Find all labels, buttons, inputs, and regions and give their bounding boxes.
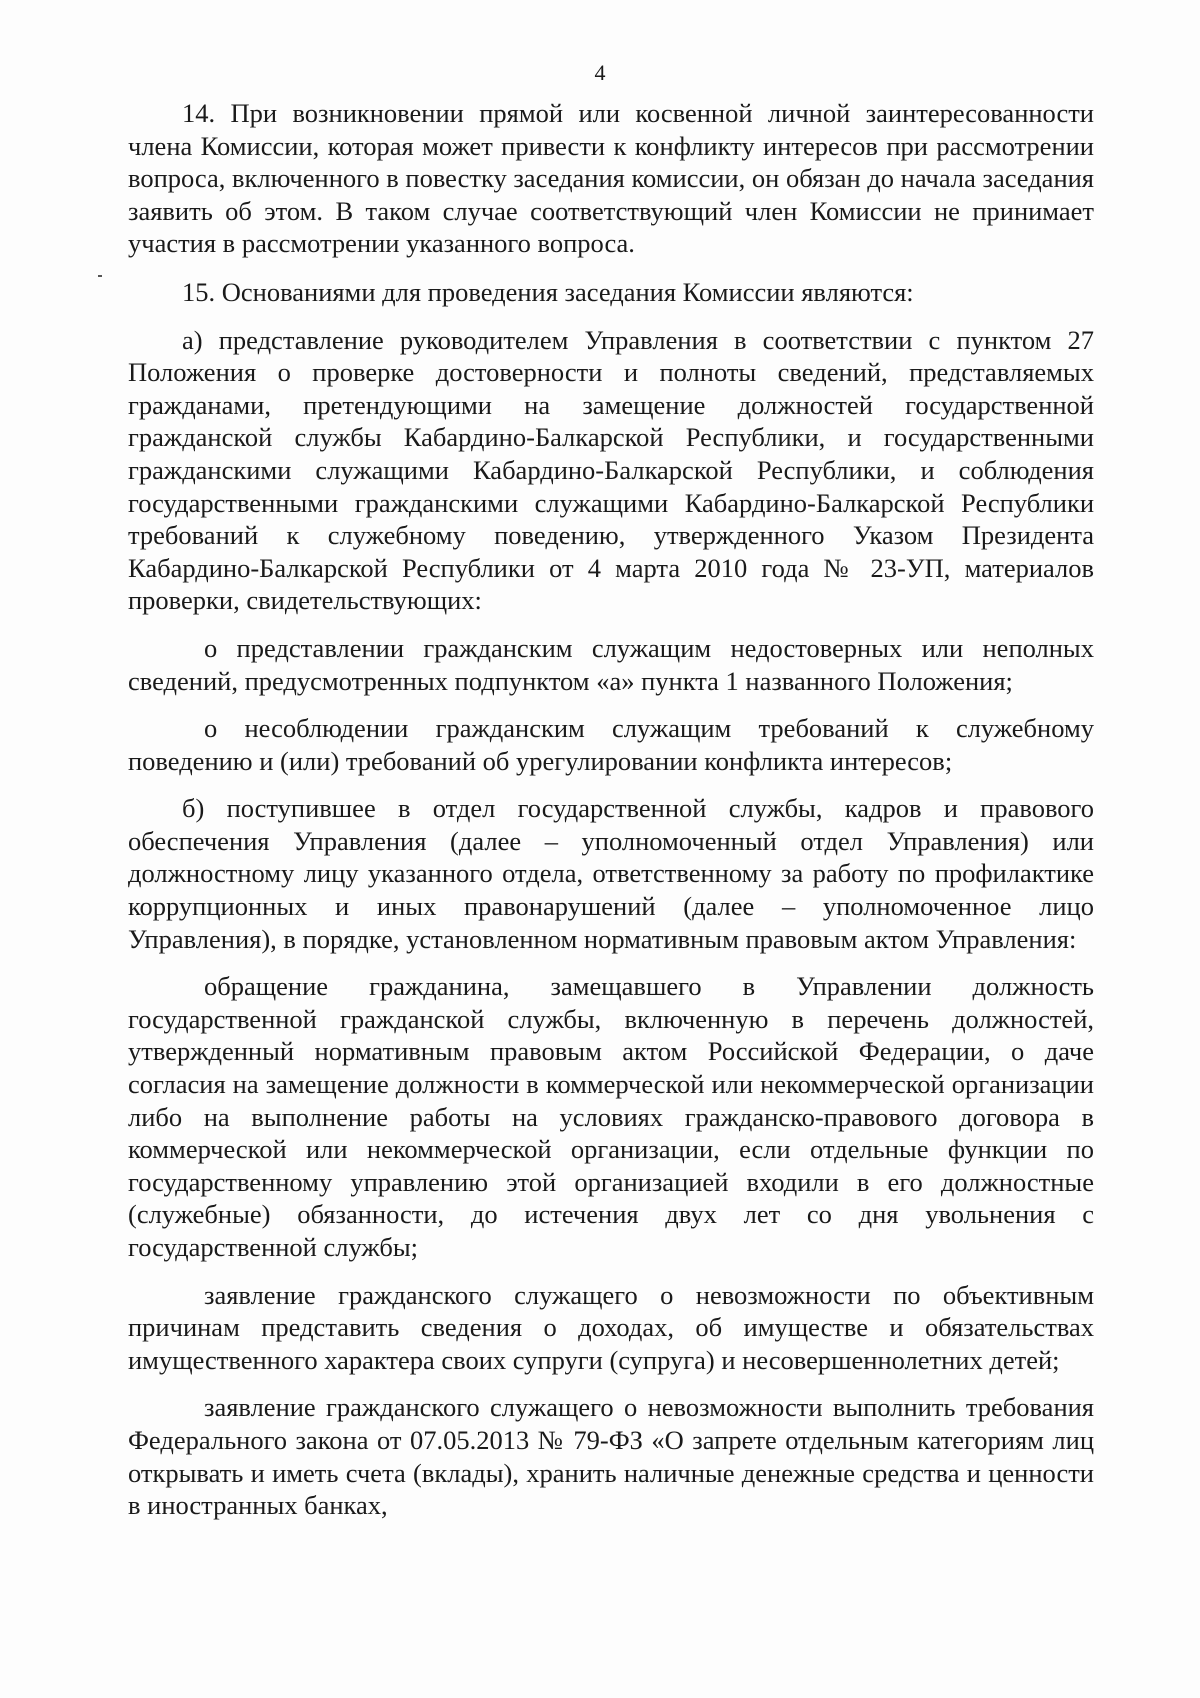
paragraph-15b-item-1: обращение гражданина, замещавшего в Управлении должность государственной гражданской службы, включенную в перечень должностей, утвержденный нормативным правовым актом Российской Федерации, о даче согласия на замещение должности в коммерческой или некоммерческой организации либо на выполнение работы на условиях гражданско-правового договора в коммерческой или некоммерческой организации, если отдельные функции по государственному управлению этой организацией входили в его должностные (служебные) обязанности, до истечения двух лет со дня увольнения с государственной службы; (128, 971, 1094, 1262)
paragraph-15b-item-3: заявление гражданского служащего о невозможности выполнить требования Федерального закона от 07.05.2013 № 79-ФЗ «О запрете отдельным категориям лиц открывать и иметь счета (вклады), хранить наличные денежные средства и ценности в иностранных банках, (128, 1392, 1094, 1521)
paragraph-14: 14. При возникновении прямой или косвенной личной заинтересованности члена Комиссии, которая может привести к конфликту интересов при рассмотрении вопроса, включенного в повестку заседания комиссии, он обязан до начала заседания заявить об этом. В таком случае соответствующий член Комиссии не принимает участия в рассмотрении указанного вопроса. (128, 98, 1094, 259)
document-body (128, 97, 1094, 1537)
paragraph-15a: а) представление руководителем Управления в соответствии с пунктом 27 Положения о проверке достоверности и полноты сведений, представляемых гражданами, претендующими на замещение должностей государственной гражданской службы Кабардино-Балкарской Республики, и государственными гражданскими служащими Кабардино-Балкарской Республики, и соблюдения государственными гражданскими служащими Кабардино-Балкарской Республики требований к служебному поведению, утвержденного Указом Президента Кабардино-Балкарской Республики от 4 марта 2010 года № 23-УП, материалов проверки, свидетельствующих: (128, 324, 1094, 616)
paragraph-15a-item-2: о несоблюдении гражданским служащим требований к служебному поведению и (или) требований об урегулировании конфликта интересов; (128, 713, 1094, 776)
paragraph-15a-item-1: о представлении гражданским служащим недостоверных или неполных сведений, предусмотренных подпунктом «а» пункта 1 названного Положения; (128, 632, 1094, 696)
margin-mark (98, 275, 102, 277)
paragraph-15b-item-2: заявление гражданского служащего о невозможности по объективным причинам представить сведения о доходах, об имуществе и обязательствах имущественного характера своих супруги (супруга) и несовершеннолетних детей; (128, 1279, 1094, 1375)
paragraph-15b: б) поступившее в отдел государственной службы, кадров и правового обеспечения Управления (далее – уполномоченный отдел Управления) или должностному лицу указанного отдела, ответственному за работу по профилактике коррупционных и иных правонарушений (далее – уполномоченное лицо Управления), в порядке, установленном нормативным правовым актом Управления: (128, 793, 1094, 954)
paragraph-15-heading: 15. Основаниями для проведения заседания Комиссии являются: (182, 276, 914, 307)
page-number: 4 (594, 60, 606, 85)
